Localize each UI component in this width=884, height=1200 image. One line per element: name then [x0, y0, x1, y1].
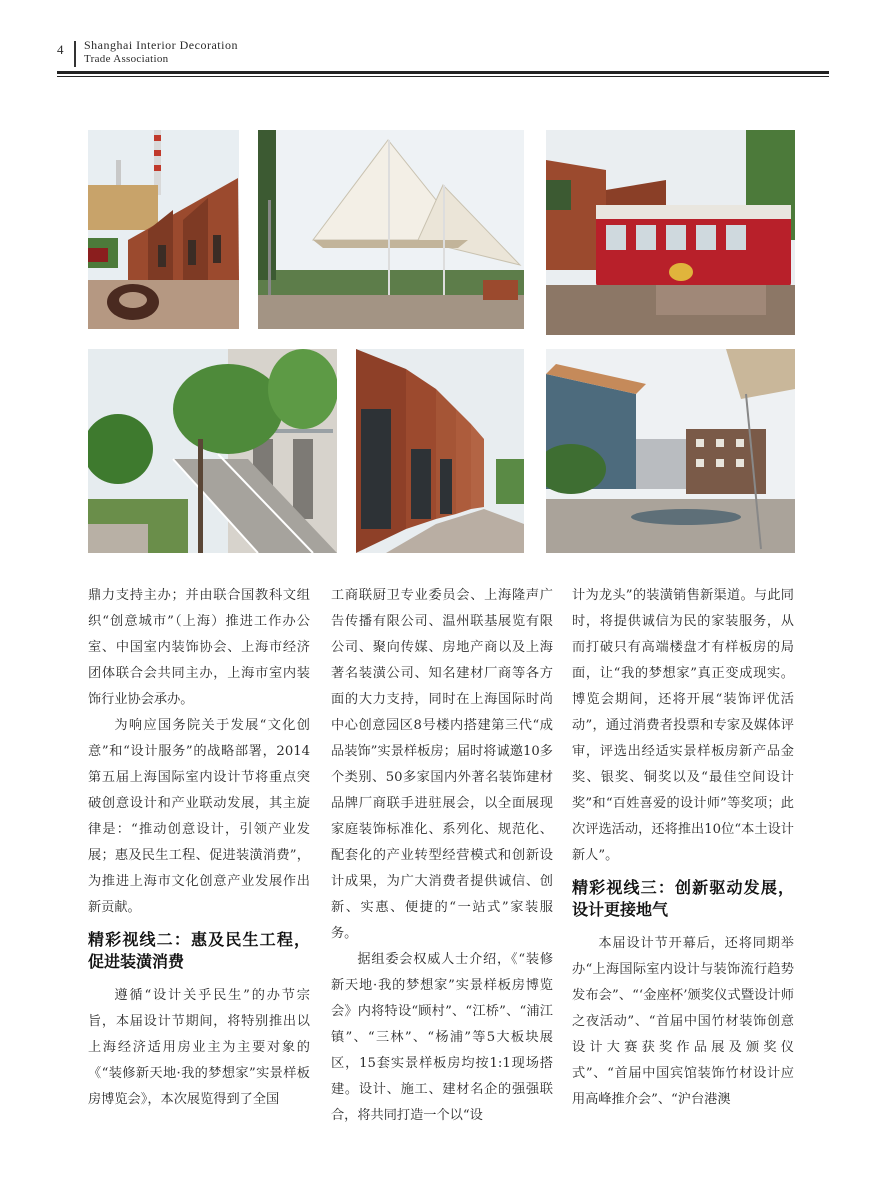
col1-paragraph-1: 鼎力支持主办；并由联合国教科文组织“创意城市”（上海）推进工作办公室、中国室内装饰协会、上海市经济团体联合会共同主办，上海市室内装饰行业协会承办。	[88, 588, 310, 707]
section-heading-2: 精彩视线二：惠及民生工程，促进装潢消费	[88, 930, 310, 971]
photo-trees-outdoor-staircase	[88, 349, 337, 553]
photo-tensile-membrane-canopy	[258, 130, 524, 329]
photo-glass-building-plaza	[546, 349, 795, 553]
header-rule-thin	[57, 76, 829, 77]
col3-paragraph-2: 本届设计节开幕后，还将同期举办“上海国际室内设计与装饰流行趋势发布会”、“‘金座杯’颁奖仪式暨设计师之夜活动”、“首届中国竹材装饰创意设计大赛获奖作品展及颁奖仪式”、“首届中国宾馆装饰竹材设计应用高峰推介会”、“沪台港澳	[572, 936, 794, 1107]
col3-paragraph-1: 计为龙头”的装潢销售新渠道。与此同时，将提供诚信为民的家装服务，从而打破只有高端楼盘才有样板房的局面，让“我的梦想家”真正变成现实。博览会期间，还将开展“装饰评优活动”，通过消费者投票和专家及媒体评审，评选出经适实景样板房新产品金奖、银奖、铜奖以及“最佳空间设计奖”和“百姓喜爱的设计师”等奖项；此次评选活动，还将推出10位“本土设计新人”。	[572, 588, 794, 863]
photo-brick-warehouses-sculpture	[88, 130, 239, 329]
page-number: 4	[57, 42, 64, 57]
header-divider	[74, 41, 76, 67]
text-column-3	[572, 583, 794, 1113]
text-column-2	[331, 583, 553, 1129]
photo-brick-sawtooth-alley	[356, 349, 524, 553]
text-column-1	[88, 583, 310, 1113]
col2-paragraph-2: 据组委会权威人士介绍，《“装修新天地·我的梦想家”实景样板房博览会》内将特设“顾村”、“江桥”、“浦江镇”、“三林”、“杨浦”等5大板块展区，15套实景样板房均按1:1现场搭建。设计、施工、建材名企的强强联合，将共同打造一个以“设	[331, 952, 553, 1123]
org-name-line1: Shanghai Interior Decoration	[84, 38, 238, 52]
header-rule-thick	[57, 71, 829, 74]
org-name-line2: Trade Association	[84, 53, 169, 65]
photo-red-tram-car	[546, 130, 795, 335]
col2-paragraph-1: 工商联厨卫专业委员会、上海隆声广告传播有限公司、温州联基展览有限公司、聚向传媒、房地产商以及上海著名装潢公司、知名建材厂商等各方面的大力支持，同时在上海国际时尚中心创意园区8号楼内搭建第三代“成品装饰”实景样板房；届时将诚邀10多个类别、50多家国内外著名装饰建材品牌厂商联手进驻展会，以全面展现家庭装饰标准化、系列化、规范化、配套化的产业转型经营模式和创新设计成果，为广大消费者提供诚信、创新、实惠、便捷的“一站式”家装服务。	[331, 588, 553, 941]
col1-paragraph-3: 遵循“设计关乎民生”的办节宗旨，本届设计节期间，将特别推出以上海经济适用房业主为主要对象的《“装修新天地·我的梦想家”实景样板房博览会》，本次展览得到了全国	[88, 988, 310, 1107]
page-header	[0, 0, 884, 80]
section-heading-3: 精彩视线三：创新驱动发展，设计更接地气	[572, 878, 794, 919]
col1-paragraph-2: 为响应国务院关于发展“文化创意”和“设计服务”的战略部署，2014第五届上海国际室内设计节将重点突破创意设计和产业联动发展，其主旋律是：“推动创意设计，引领产业发展；惠及民生工程、促进装潢消费”，为推进上海市文化创意产业发展作出新贡献。	[88, 718, 310, 915]
